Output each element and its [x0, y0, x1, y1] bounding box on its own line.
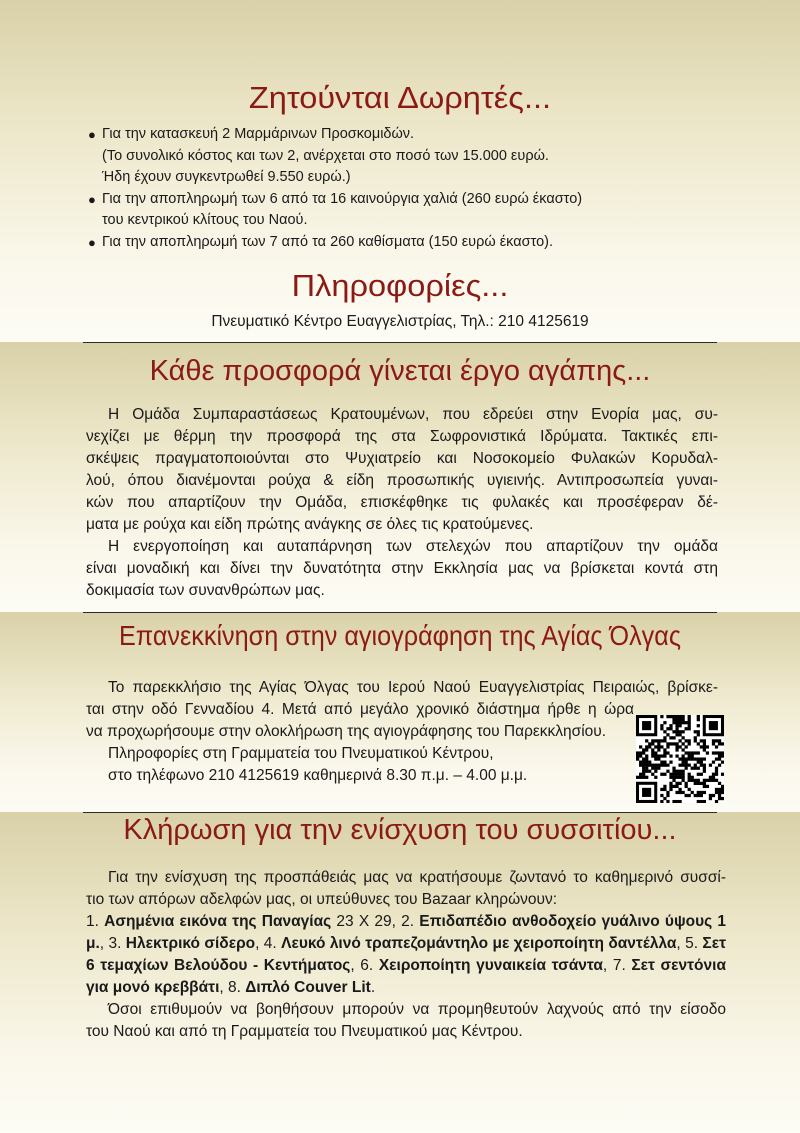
- prize-name: Σετ σεντόνια: [631, 957, 726, 974]
- divider-2: [83, 612, 717, 613]
- prize-line: [86, 977, 726, 999]
- prize-text: 23 Χ 29, 2.: [331, 913, 420, 930]
- bullet-icon: ●: [88, 234, 96, 250]
- bullet-icon: ●: [88, 127, 96, 142]
- text-line: Για την ενίσχυση της προσπάθειάς μας να κρατήσουμε ζωντανό το καθημερινό συσσί-: [108, 869, 726, 886]
- text-line: Όσοι επιθυμούν να βοηθήσουν μπορούν να προμηθευτούν λαχνούς από την είσοδο: [108, 1001, 726, 1018]
- text-line: κών που απαρτίζουν την Ομάδα, επισκέφθηκε τις φυλακές και προσέφεραν δέ-: [86, 494, 718, 511]
- donor-bullet-item: [88, 124, 728, 146]
- text-line: νεχίζει με θέρμη την προσφορά της στα Σωφρονιστικά Ιδρύματα. Τακτικές επι-: [86, 428, 718, 445]
- text-line: να προχωρήσουμε στην ολοκλήρωση της αγιογράφησης του Παρεκκλησίου.: [86, 723, 607, 740]
- prize-line: [86, 933, 726, 955]
- text-line: λού, όπου διανέμονται ρούχα & είδη προσωπικής υγιεινής. Αντιπροσωπεία γυναι-: [86, 472, 718, 489]
- text-line: Η ενεργοποίηση και αυταπάρνηση των στελεχών που απαρτίζουν την ομάδα: [108, 538, 718, 555]
- iconography-title: Επανεκκίνηση στην αγιογράφηση της Αγίας Όλγας: [119, 620, 681, 651]
- text-line: είναι μοναδική και δίνει την δυνατότητα στην Εκκλησία μας να βρίσκεται κοντά στη: [86, 560, 718, 577]
- info-title: Πληροφορίες...: [291, 268, 509, 303]
- donor-bullet-text: Για την αποπληρωμή των 7 από τα 260 καθίσματα (150 ευρώ έκαστο).: [102, 233, 554, 250]
- prize-name: Ασημένια εικόνα της Παναγίας: [104, 913, 332, 930]
- prize-name: Διπλό Couver Lit: [245, 979, 371, 996]
- text-line: τιο των απόρων αδελφών μας, οι υπεύθυνες του Bazaar κληρώνουν:: [86, 891, 558, 908]
- prize-text: , 6.: [350, 957, 379, 974]
- prize-text: , 8.: [219, 979, 246, 996]
- bullet-icon: ●: [88, 191, 96, 207]
- prize-name: Επιδαπέδιο ανθοδοχείο γυάλινο ύψους 1: [419, 913, 727, 930]
- donor-bullet-text: Για την κατασκευή 2 Μαρμάρινων Προσκομιδών.: [102, 126, 415, 142]
- prize-name: Χειροποίητη γυναικεία τσάντα: [378, 957, 603, 974]
- iconography-body: [86, 677, 718, 787]
- text-line: του Ναού και από τη Γραμματεία του Πνευματικού μας Κέντρου.: [86, 1023, 523, 1040]
- prize-name: Λευκό λινό τραπεζομάντηλο με χειροποίητη δαντέλλα: [281, 935, 677, 952]
- donor-bullet-continuation: (Το συνολικό κόστος και των 2, ανέρχεται στο ποσό των 15.000 ευρώ.: [102, 147, 549, 164]
- prize-text: , 3.: [99, 935, 126, 952]
- donors-list: [88, 124, 728, 253]
- text-line: στο τηλέφωνο 210 4125619 καθημερινά 8.30 π.μ. – 4.00 μ.μ.: [108, 767, 528, 784]
- donor-bullet-continuation: Ήδη έχουν συγκεντρωθεί 9.550 ευρώ.): [102, 169, 351, 185]
- text-line: Η Ομάδα Συμπαραστάσεως Κρατουμένων, που εδρεύει στην Ενορία μας, συ-: [108, 406, 718, 423]
- text-line: ματα με ρούχα και είδη πρώτης ανάγκης σε όλες τις κρατούμενες.: [86, 516, 534, 533]
- text-line: δοκιμασία των συνανθρώπων μας.: [86, 582, 325, 599]
- donor-bullet-item: [88, 232, 728, 254]
- prize-name: 6 τεμαχίων Βελούδου - Κεντήματος: [86, 957, 351, 974]
- prize-text: 1.: [86, 913, 105, 930]
- offering-body: [86, 404, 718, 602]
- prize-name: μ.: [86, 935, 100, 952]
- prize-line: [86, 955, 726, 977]
- donor-bullet-continuation: του κεντρικού κλίτους του Ναού.: [102, 212, 308, 228]
- raffle-title: Κλήρωση για την ενίσχυση του συσσιτίου...: [123, 814, 677, 846]
- prize-name: για μονό κρεββάτι: [86, 979, 220, 996]
- prize-text: .: [370, 979, 376, 996]
- offering-title: Κάθε προσφορά γίνεται έργο αγάπης...: [149, 355, 651, 387]
- text-line: Το παρεκκλήσιο της Αγίας Όλγας του Ιερού Ναού Ευαγγελιστρίας Πειραιώς, βρίσκε-: [108, 679, 718, 696]
- prize-text: , 4.: [255, 935, 282, 952]
- donor-bullet-item: [88, 189, 728, 211]
- prize-line: [86, 911, 726, 933]
- text-line: Πληροφορίες στη Γραμματεία του Πνευματικού Κέντρου,: [108, 745, 494, 762]
- divider-3: [83, 812, 717, 813]
- prize-name: Ηλεκτρικό σίδερο: [125, 935, 256, 952]
- donor-bullet-text: Για την αποπληρωμή των 6 από τα 16 καινούργια χαλιά (260 ευρώ έκαστο): [102, 190, 583, 207]
- prize-text: , 7.: [602, 957, 632, 974]
- divider-1: [83, 342, 717, 343]
- raffle-body: [86, 867, 726, 1043]
- donors-title: Ζητούνται Δωρητές...: [248, 80, 552, 115]
- text-line: ται στην οδό Γενναδίου 4. Μετά από μεγάλο χρονικό διάστημα ήρθε η ώρα: [86, 701, 634, 718]
- info-contact-line: Πνευματικό Κέντρο Ευαγγελιστρίας, Τηλ.: 210 4125619: [211, 313, 589, 330]
- prize-name: Σετ: [702, 935, 726, 952]
- qr-code-icon[interactable]: [636, 715, 724, 803]
- prize-text: , 5.: [676, 935, 703, 952]
- text-line: σκέψεις πραγματοποιούνται στο Ψυχιατρείο και Νοσοκομείο Φυλακών Κορυδαλ-: [86, 450, 718, 467]
